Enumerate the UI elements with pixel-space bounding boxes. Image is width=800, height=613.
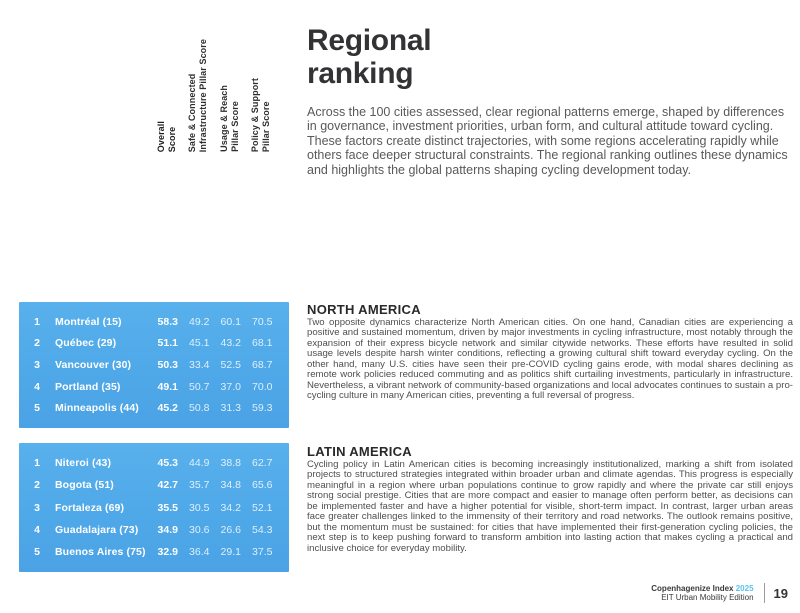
- table-row: [19, 397, 278, 419]
- table-row: [19, 311, 278, 333]
- section-heading-north-america: NORTH AMERICA: [307, 302, 421, 317]
- column-header-overall-score: [156, 121, 178, 152]
- usage-score-cell: 52.5: [220, 359, 241, 371]
- policy-score-cell: 70.5: [252, 315, 273, 328]
- infrastructure-score-cell: 45.1: [189, 337, 210, 350]
- column-header-usage-score: [219, 85, 241, 152]
- rank-cell: 3: [34, 359, 40, 371]
- footer-brand-block: [651, 584, 753, 603]
- section-body-north-america: Two opposite dynamics characterize North American cities. On one hand, Canadian cities are experiencing a positive and sustained momentum, driven by major investments in cycling infrastructure, most notably through the expansion of their express bicycle network and similar citywide networks. These efforts have resulted in solid usage levels despite harsh winter conditions, reflecting a growing cultural shift toward everyday cycling. On the other hand, many U.S. cities have seen their pre-COVID cycling gains erode, with modal shares declining as remote work policies reduced commuting and as politics shift curtailing investments, particularly in infrastructure. Nevertheless, a vibrant network of community-based organizations and local advocates continues to sustain a pro-cycling culture in many American cities, preventing a full reversal of progress.: [307, 317, 793, 402]
- intro-paragraph: Across the 100 cities assessed, clear regional patterns emerge, shaped by differences in governance, investment priorities, urban form, and cultural attitude toward cycling. These factors create distinct trajectories, with some regions accelerating rapidly while others face deeper structural constraints. The regional ranking outlines these dynamics and highlights the global patterns shaping cycling development today.: [307, 105, 788, 177]
- policy-score-cell: 54.3: [252, 523, 273, 536]
- policy-score-cell: 52.1: [252, 501, 273, 514]
- overall-score-cell: 32.9: [157, 545, 178, 558]
- city-cell: Fortaleza (69): [55, 501, 125, 514]
- usage-score-cell: 60.1: [220, 315, 241, 328]
- table-row: [19, 333, 278, 355]
- column-header-line: Score: [167, 126, 177, 152]
- usage-score-cell: 29.1: [220, 545, 241, 558]
- infrastructure-score-cell: 30.6: [189, 523, 210, 536]
- page-title-line2: ranking: [307, 57, 414, 90]
- page-title-line1: Regional: [307, 24, 432, 57]
- usage-score-cell: 43.2: [220, 337, 241, 350]
- infrastructure-score-cell: 35.7: [189, 479, 210, 492]
- column-header-line: Safe & Connected: [187, 73, 197, 152]
- city-cell: Guadalajara (73): [55, 523, 139, 536]
- rank-cell: 1: [34, 315, 40, 328]
- policy-score-cell: 70.0: [252, 380, 273, 393]
- usage-score-cell: 31.3: [220, 402, 241, 415]
- rank-cell: 4: [34, 523, 40, 536]
- usage-score-cell: 37.0: [220, 380, 241, 393]
- policy-score-cell: 37.5: [252, 545, 273, 558]
- policy-score-cell: 62.7: [252, 457, 273, 470]
- infrastructure-score-cell: 33.4: [189, 359, 210, 371]
- rank-cell: 4: [34, 380, 40, 393]
- city-cell: Vancouver (30): [55, 359, 132, 371]
- city-cell: Québec (29): [55, 337, 117, 350]
- column-header-line: Pillar Score: [230, 101, 240, 152]
- column-header-line: Policy & Support: [250, 77, 260, 152]
- usage-score-cell: 34.2: [220, 501, 241, 514]
- column-header-infrastructure-score: [187, 39, 209, 152]
- city-cell: Niteroi (43): [55, 457, 112, 470]
- policy-score-cell: 65.6: [252, 479, 273, 492]
- footer-divider: [764, 583, 765, 603]
- table-row: [19, 452, 278, 474]
- page-title: [307, 24, 431, 90]
- infrastructure-score-cell: 50.7: [189, 380, 210, 393]
- infrastructure-score-cell: 36.4: [189, 545, 210, 558]
- footer-brand-name: Copenhagenize Index: [651, 583, 734, 593]
- overall-score-cell: 50.3: [157, 359, 178, 371]
- infrastructure-score-cell: 44.9: [189, 457, 210, 470]
- table-row: [19, 519, 278, 541]
- column-header-line: Infrastructure Pillar Score: [198, 38, 208, 152]
- column-header-line: Pillar Score: [261, 101, 271, 152]
- table-row: [19, 474, 278, 496]
- overall-score-cell: 45.2: [157, 402, 178, 415]
- overall-score-cell: 42.7: [157, 479, 178, 492]
- section-body-latin-america: Cycling policy in Latin American cities is becoming increasingly institutionalized, marking a shift from isolated projects to structured strategies integrated within broader urban and climate agendas. This progress is especially meaningful in a region where urban populations continue to grow rapidly and where the private car still enjoys strong social prestige. Cities that are more compact and easier to manage often perform better, as decisions can be implemented faster and have a higher potential for visible, short-term impact. In contrast, larger urban areas face greater challenges linked to the immensity of their territory and road networks. The outlook remains positive, but the momentum must be sustained: for cities that have implemented their first-generation cycling policies, the next step is to keep pushing forward to transform ambition into lasting action that makes cycling a practical and inclusive choice for everyday mobility.: [307, 459, 793, 554]
- policy-score-cell: 59.3: [252, 402, 273, 415]
- section-heading-latin-america: LATIN AMERICA: [307, 444, 412, 459]
- table-column-headers: [0, 0, 300, 152]
- rank-cell: 5: [34, 402, 40, 415]
- city-cell: Minneapolis (44): [55, 402, 139, 415]
- city-cell: Portland (35): [55, 380, 121, 393]
- overall-score-cell: 34.9: [157, 523, 178, 536]
- table-row: [19, 496, 278, 518]
- overall-score-cell: 49.1: [157, 380, 178, 393]
- table-row: [19, 541, 278, 563]
- infrastructure-score-cell: 49.2: [189, 315, 210, 328]
- page-number: 19: [773, 585, 788, 601]
- rank-cell: 1: [34, 457, 40, 470]
- table-row: [19, 376, 278, 398]
- infrastructure-score-cell: 50.8: [189, 402, 210, 415]
- north-america-ranking-table: [19, 302, 289, 428]
- column-header-line: Usage & Reach: [219, 85, 229, 152]
- latin-america-ranking-table: [19, 443, 289, 572]
- city-cell: Bogota (51): [55, 479, 114, 492]
- column-header-policy-score: [250, 78, 272, 152]
- usage-score-cell: 26.6: [220, 523, 241, 536]
- footer-brand-year: 2025: [735, 583, 754, 593]
- city-cell: Montréal (15): [55, 315, 122, 328]
- infrastructure-score-cell: 30.5: [189, 501, 210, 514]
- overall-score-cell: 58.3: [157, 315, 178, 328]
- footer-brand-line: [651, 584, 753, 594]
- page-footer: [651, 583, 788, 603]
- overall-score-cell: 51.1: [157, 337, 178, 350]
- table-row: [19, 354, 278, 376]
- usage-score-cell: 38.8: [220, 457, 241, 470]
- overall-score-cell: 45.3: [157, 457, 178, 470]
- city-cell: Buenos Aires (75): [55, 545, 146, 558]
- policy-score-cell: 68.7: [252, 359, 273, 371]
- rank-cell: 2: [34, 337, 40, 350]
- policy-score-cell: 68.1: [252, 337, 273, 350]
- footer-edition-line: EIT Urban Mobility Edition: [661, 593, 754, 602]
- rank-cell: 5: [34, 545, 40, 558]
- column-header-line: Overall: [156, 120, 166, 152]
- usage-score-cell: 34.8: [220, 479, 241, 492]
- overall-score-cell: 35.5: [157, 501, 178, 514]
- rank-cell: 2: [34, 479, 40, 492]
- rank-cell: 3: [34, 501, 40, 514]
